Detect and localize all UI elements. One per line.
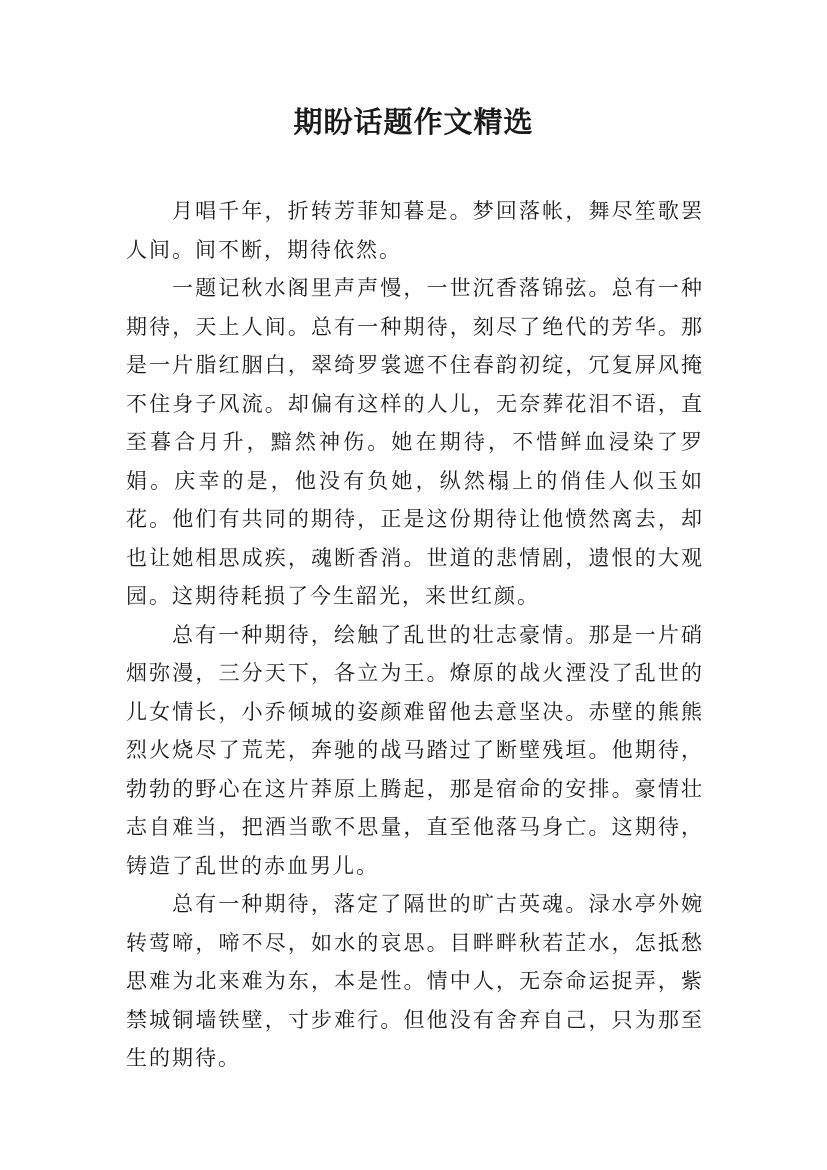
paragraph-1: 月唱千年，折转芳菲知暮是。梦回落帐，舞尽笙歌罢人间。间不断，期待依然。: [126, 199, 704, 262]
paragraph-2: 一题记秋水阁里声声慢，一世沉香落锦弦。总有一种期待，天上人间。总有一种期待，刻尽了绝代的芳华。那是一片脂红胭白，翠绮罗裳遮不住春韵初绽，冗复屏风掩不住身子风流。却偏有这样的人儿，无奈葬花泪不语，直至暮合月升，黯然神伤。她在期待，不惜鲜血浸染了罗娟。庆幸的是，他没有负她，纵然榻上的俏佳人似玉如花。他们有共同的期待，正是这份期待让他愤然离去，却也让她相思成疾，魂断香消。世道的悲情剧，遗恨的大观园。这期待耗损了今生韶光，来世红颜。: [126, 276, 704, 608]
paragraph-4: 总有一种期待，落定了隔世的旷古英魂。渌水亭外婉转莺啼，啼不尽，如水的哀思。目畔畔秋若芷水，怎抵愁思难为北来难为东，本是性。情中人，无奈命运捉弄，紫禁城铜墙铁壁，寸步难行。但他没有舍弃自己，只为那至生的期待。: [126, 892, 704, 1070]
paragraph-3: 总有一种期待，绘触了乱世的壮志豪情。那是一片硝烟弥漫，三分天下，各立为王。燎原的战火湮没了乱世的儿女情长，小乔倾城的姿颜难留他去意坚决。赤壁的熊熊烈火烧尽了荒芜，奔驰的战马踏过了断壁残垣。他期待，勃勃的野心在这片莽原上腾起，那是宿命的安排。豪情壮志自难当，把酒当歌不思量，直至他落马身亡。这期待，铸造了乱世的赤血男儿。: [126, 622, 704, 878]
document-body: [126, 192, 704, 1078]
document-title: 期盼话题作文精选: [293, 105, 534, 139]
